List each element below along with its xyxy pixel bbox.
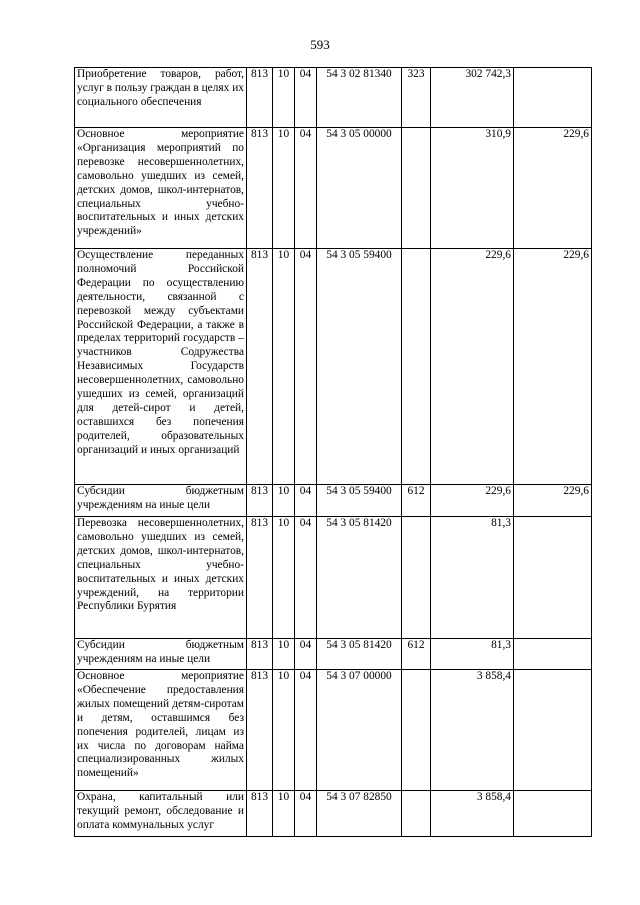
sum-1: 81,3 <box>431 517 514 639</box>
subsection-code: 04 <box>295 485 317 517</box>
sum-1: 229,6 <box>431 485 514 517</box>
row-name: Основное мероприятие «Организация мероприятий по перевозке несовершеннолетних, самовольно ушедших из семей, детских домов, школ-интернатов, специальных учебно-воспитательных и иных детских учреждений» <box>75 128 247 249</box>
ministry-code: 813 <box>247 791 273 837</box>
table-row <box>75 639 592 670</box>
row-name: Субсидии бюджетным учреждениям на иные цели <box>75 485 247 517</box>
target-code: 54 3 05 81420 <box>317 517 402 639</box>
target-code: 54 3 05 81420 <box>317 639 402 670</box>
subsection-code: 04 <box>295 670 317 791</box>
subsection-code: 04 <box>295 517 317 639</box>
sum-2: 229,6 <box>514 249 592 485</box>
row-name: Субсидии бюджетным учреждениям на иные цели <box>75 639 247 670</box>
table-row <box>75 670 592 791</box>
sum-1: 3 858,4 <box>431 670 514 791</box>
sum-2: 229,6 <box>514 128 592 249</box>
subsection-code: 04 <box>295 639 317 670</box>
table-row <box>75 249 592 485</box>
subsection-code: 04 <box>295 249 317 485</box>
section-code: 10 <box>273 485 295 517</box>
table-row <box>75 517 592 639</box>
sum-1: 229,6 <box>431 249 514 485</box>
subsection-code: 04 <box>295 791 317 837</box>
sum-1: 3 858,4 <box>431 791 514 837</box>
expense-type <box>402 517 431 639</box>
target-code: 54 3 05 00000 <box>317 128 402 249</box>
sum-1: 302 742,3 <box>431 68 514 128</box>
sum-2: 229,6 <box>514 485 592 517</box>
sum-2 <box>514 791 592 837</box>
expense-type <box>402 249 431 485</box>
subsection-code: 04 <box>295 128 317 249</box>
section-code: 10 <box>273 68 295 128</box>
expense-type: 612 <box>402 639 431 670</box>
ministry-code: 813 <box>247 639 273 670</box>
ministry-code: 813 <box>247 485 273 517</box>
expense-type <box>402 670 431 791</box>
ministry-code: 813 <box>247 670 273 791</box>
expense-type <box>402 791 431 837</box>
ministry-code: 813 <box>247 517 273 639</box>
table-row <box>75 128 592 249</box>
target-code: 54 3 05 59400 <box>317 249 402 485</box>
row-name: Приобретение товаров, работ, услуг в пользу граждан в целях их социального обеспечения <box>75 68 247 128</box>
sum-2 <box>514 639 592 670</box>
target-code: 54 3 05 59400 <box>317 485 402 517</box>
sum-1: 310,9 <box>431 128 514 249</box>
ministry-code: 813 <box>247 68 273 128</box>
table-row <box>75 791 592 837</box>
row-name: Перевозка несовершеннолетних, самовольно ушедших из семей, детских домов, школ-интернатов, специальных учебно-воспитательных и иных детских учреждений, на территории Республики Бурятия <box>75 517 247 639</box>
section-code: 10 <box>273 128 295 249</box>
expense-type: 323 <box>402 68 431 128</box>
section-code: 10 <box>273 670 295 791</box>
ministry-code: 813 <box>247 128 273 249</box>
subsection-code: 04 <box>295 68 317 128</box>
sum-2 <box>514 68 592 128</box>
section-code: 10 <box>273 639 295 670</box>
ministry-code: 813 <box>247 249 273 485</box>
expense-type: 612 <box>402 485 431 517</box>
target-code: 54 3 07 82850 <box>317 791 402 837</box>
table-row <box>75 68 592 128</box>
row-name: Осуществление переданных полномочий Российской Федерации по осуществлению деятельности, связанной с перевозкой между субъектами Российской Федерации, а также в пределах территорий государств – участников Содружества Независимых Государств несовершеннолетних, самовольно ушедших из семей, организаций для детей-сирот и детей, оставшихся без попечения родителей, образовательных организаций и иных организаций <box>75 249 247 485</box>
row-name: Охрана, капитальный или текущий ремонт, обследование и оплата коммунальных услуг <box>75 791 247 837</box>
row-name: Основное мероприятие «Обеспечение предоставления жилых помещений детям-сиротам и детям, оставшимся без попечения родителей, лицам из их числа по договорам найма специализированных жилых помещений» <box>75 670 247 791</box>
section-code: 10 <box>273 249 295 485</box>
sum-2 <box>514 670 592 791</box>
sum-2 <box>514 517 592 639</box>
section-code: 10 <box>273 791 295 837</box>
page-number: 593 <box>310 37 330 52</box>
table-row <box>75 485 592 517</box>
expense-type <box>402 128 431 249</box>
target-code: 54 3 07 00000 <box>317 670 402 791</box>
budget-table <box>74 67 592 837</box>
target-code: 54 3 02 81340 <box>317 68 402 128</box>
sum-1: 81,3 <box>431 639 514 670</box>
section-code: 10 <box>273 517 295 639</box>
